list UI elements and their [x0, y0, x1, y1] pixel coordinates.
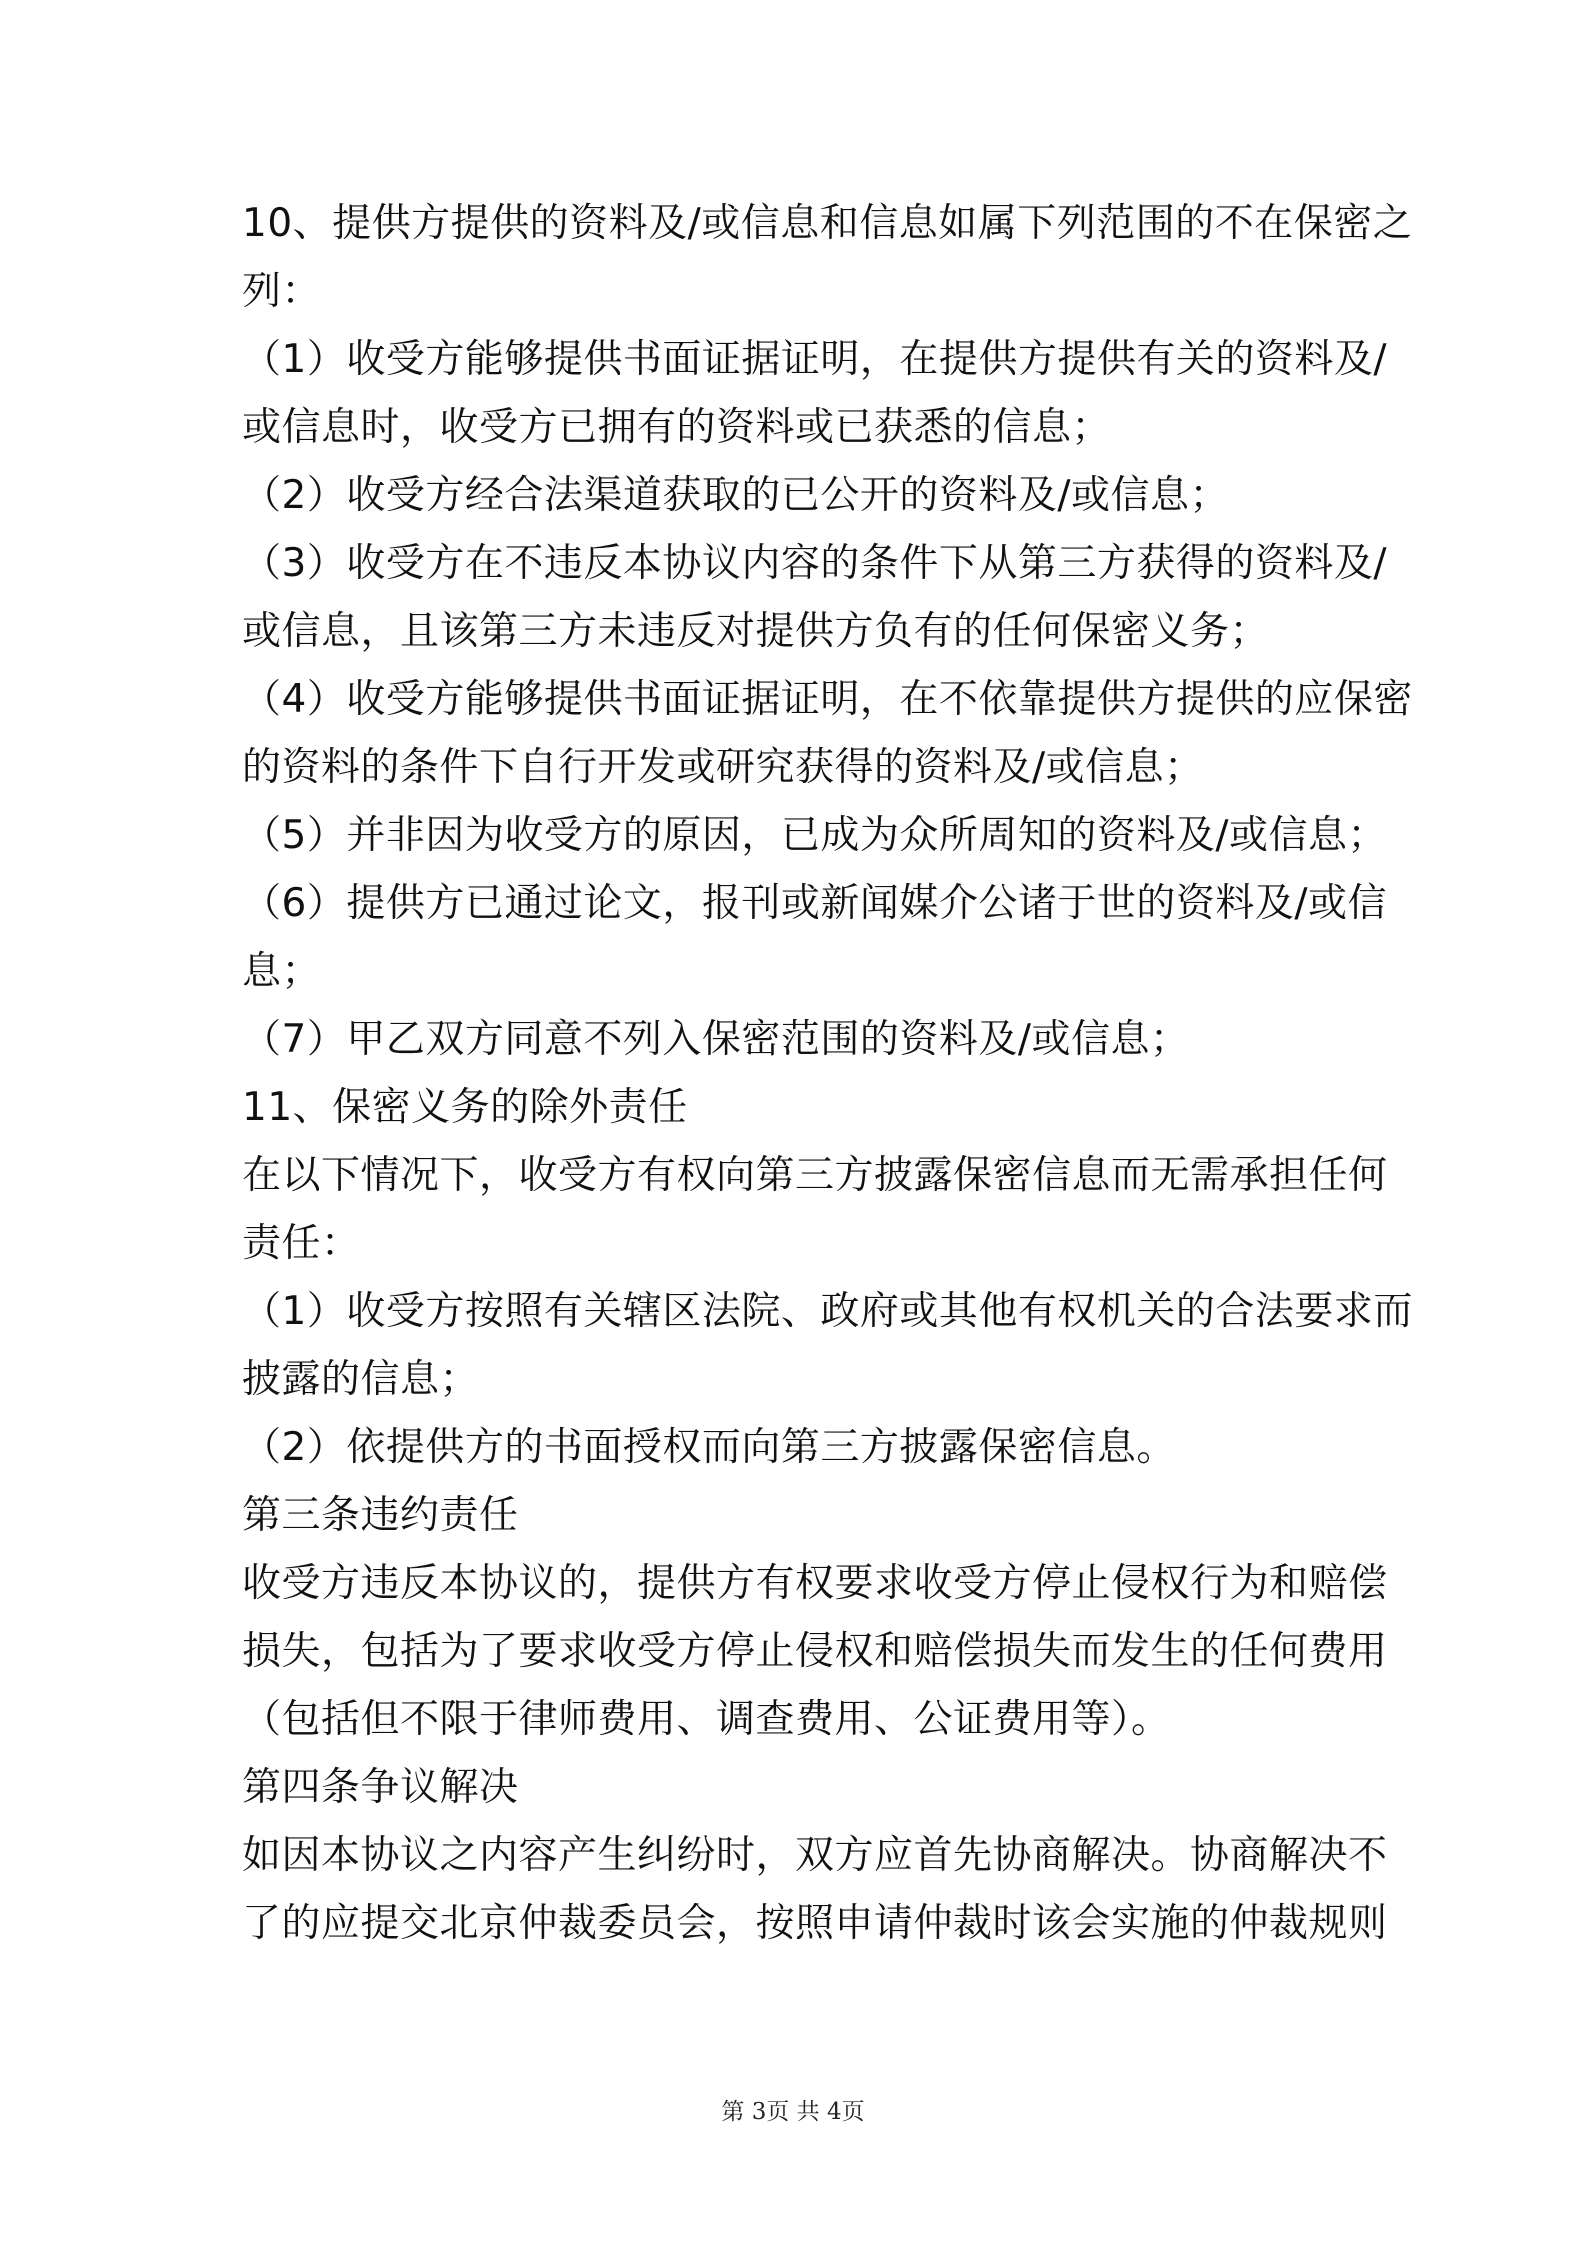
- text-line: 列：: [242, 269, 322, 314]
- text-line: 或信息，且该第三方未违反对提供方负有的任何保密义务；: [242, 609, 1270, 654]
- text-line: 如因本协议之内容产生纠纷时，双方应首先协商解决。协商解决不: [242, 1833, 1388, 1878]
- text-line: 息；: [242, 949, 322, 994]
- text-line: 披露的信息；: [242, 1357, 480, 1402]
- text-line: 的资料的条件下自行开发或研究获得的资料及/或信息；: [242, 745, 1204, 790]
- text-line: （3）收受方在不违反本协议内容的条件下从第三方获得的资料及/: [242, 541, 1387, 586]
- text-line: （6）提供方已通过论文，报刊或新闻媒介公诸于世的资料及/或信: [242, 881, 1387, 926]
- text-line: （2）收受方经合法渠道获取的已公开的资料及/或信息；: [242, 473, 1229, 518]
- text-line: （1）收受方按照有关辖区法院、政府或其他有权机关的合法要求而: [242, 1289, 1413, 1334]
- section-heading: 第三条违约责任: [242, 1493, 519, 1538]
- document-body: [242, 190, 1413, 1958]
- text-line: （4）收受方能够提供书面证据证明，在不依靠提供方提供的应保密: [242, 677, 1413, 722]
- text-line: 或信息时，收受方已拥有的资料或已获悉的信息；: [242, 405, 1112, 450]
- text-line: （包括但不限于律师费用、调查费用、公证费用等）。: [242, 1697, 1171, 1742]
- text-line: 损失，包括为了要求收受方停止侵权和赔偿损失而发生的任何费用: [242, 1629, 1388, 1674]
- page-footer: [0, 2093, 1586, 2126]
- text-line: （2）依提供方的书面授权而向第三方披露保密信息。: [242, 1425, 1176, 1470]
- text-line: （1）收受方能够提供书面证据证明，在提供方提供有关的资料及/: [242, 337, 1387, 382]
- text-line: （5）并非因为收受方的原因，已成为众所周知的资料及/或信息；: [242, 813, 1387, 858]
- section-heading: 第四条争议解决: [242, 1765, 519, 1810]
- text-line: 10、提供方提供的资料及/或信息和信息如属下列范围的不在保密之: [242, 201, 1413, 246]
- section-heading: 11、保密义务的除外责任: [242, 1085, 688, 1130]
- text-line: 责任：: [242, 1221, 361, 1266]
- text-line: 了的应提交北京仲裁委员会，按照申请仲裁时该会实施的仲裁规则: [242, 1901, 1388, 1946]
- page-number-label: 第 3页 共 4页: [721, 2099, 865, 2125]
- text-line: 在以下情况下，收受方有权向第三方披露保密信息而无需承担任何: [242, 1153, 1388, 1198]
- text-line: （7）甲乙双方同意不列入保密范围的资料及/或信息；: [242, 1017, 1190, 1062]
- text-line: 收受方违反本协议的，提供方有权要求收受方停止侵权行为和赔偿: [242, 1561, 1388, 1606]
